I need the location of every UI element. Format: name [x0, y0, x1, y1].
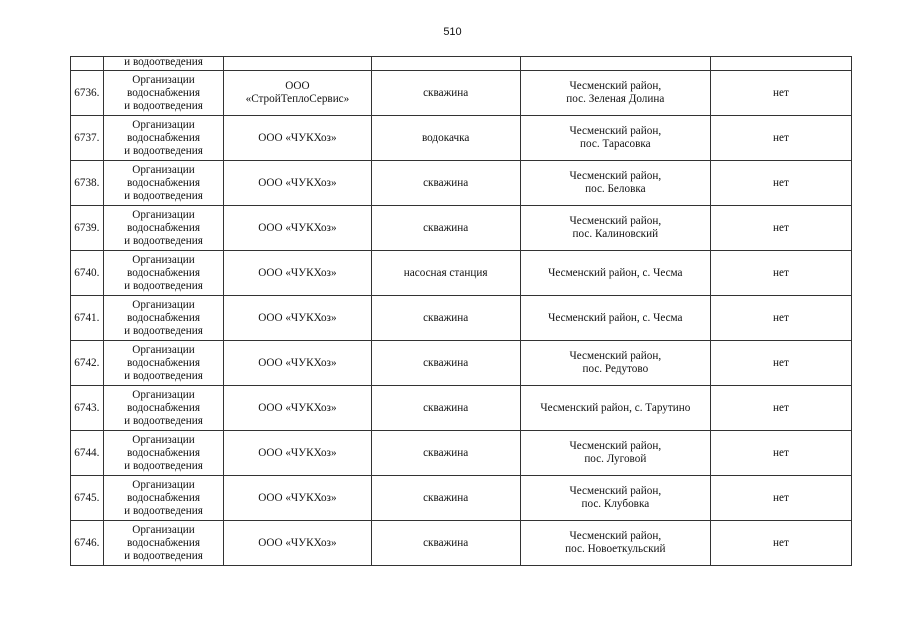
cell-organization: [224, 206, 371, 251]
cell-line: и водоотведения: [124, 324, 203, 337]
cell-address: [520, 431, 710, 476]
table-row: [71, 386, 852, 431]
cell-organization: [224, 71, 371, 116]
cell-object: скважина: [371, 71, 520, 116]
cell-line: водоснабжения: [126, 311, 201, 324]
cell-object: скважина: [371, 386, 520, 431]
cell-organization: [224, 296, 371, 341]
cell-number: [71, 57, 104, 71]
cell-line: Чесменский район,: [569, 125, 662, 137]
cell-line: Организации: [132, 388, 195, 401]
table-row: [71, 251, 852, 296]
table-row: [71, 161, 852, 206]
cell-number: 6736.: [71, 71, 104, 116]
cell-organization: [224, 116, 371, 161]
cell-line: и водоотведения: [124, 459, 203, 472]
cell-object: скважина: [371, 341, 520, 386]
cell-flag: нет: [710, 296, 851, 341]
table-row: [71, 296, 852, 341]
cell-organization: [224, 386, 371, 431]
cell-line: и водоотведения: [124, 189, 203, 202]
cell-address: [520, 521, 710, 566]
cell-line: Чесменский район,: [569, 350, 662, 362]
cell-line: и водоотведения: [124, 414, 203, 427]
table-row: [71, 116, 852, 161]
table-row: [71, 476, 852, 521]
cell-organization: [224, 431, 371, 476]
cell-flag: [710, 57, 851, 71]
cell-line: ООО «ЧУКХоз»: [258, 266, 337, 279]
cell-line: Организации: [132, 433, 195, 446]
cell-object: скважина: [371, 476, 520, 521]
cell-flag: нет: [710, 71, 851, 116]
cell-line: ООО «ЧУКХоз»: [258, 176, 337, 189]
cell-org-type: [103, 206, 224, 251]
cell-number: 6744.: [71, 431, 104, 476]
cell-line: ООО «ЧУКХоз»: [258, 446, 337, 459]
cell-line: Чесменский район,: [569, 170, 662, 182]
cell-org-type: [103, 71, 224, 116]
table-row: [71, 71, 852, 116]
cell-line: Чесменский район, с. Тарутино: [540, 401, 691, 414]
cell-org-type: [103, 296, 224, 341]
cell-org-type: и водоотведения: [103, 57, 224, 71]
cell-flag: нет: [710, 116, 851, 161]
cell-flag: нет: [710, 386, 851, 431]
cell-line: пос. Зеленая Долина: [566, 93, 665, 105]
cell-line: Чесменский район,: [569, 485, 662, 497]
cell-address: [520, 296, 710, 341]
continuation-row: [71, 57, 852, 71]
cell-address: [520, 251, 710, 296]
cell-flag: нет: [710, 251, 851, 296]
cell-line: ООО «ЧУКХоз»: [258, 536, 337, 549]
cell-number: 6743.: [71, 386, 104, 431]
cell-flag: нет: [710, 521, 851, 566]
table-row: [71, 206, 852, 251]
table-row: [71, 431, 852, 476]
cell-object: скважина: [371, 206, 520, 251]
cell-org-type: [103, 431, 224, 476]
cell-object: скважина: [371, 161, 520, 206]
cell-line: Чесменский район,: [569, 440, 662, 452]
cell-line: водоснабжения: [126, 446, 201, 459]
cell-object: водокачка: [371, 116, 520, 161]
cell-address: [520, 161, 710, 206]
registry-table: [70, 56, 852, 566]
cell-address: [520, 476, 710, 521]
cell-organization: [224, 251, 371, 296]
cell-line: ООО «ЧУКХоз»: [258, 401, 337, 414]
cell-object: скважина: [371, 296, 520, 341]
cell-organization: [224, 57, 371, 71]
cell-number: 6745.: [71, 476, 104, 521]
cell-line: водоснабжения: [126, 536, 201, 549]
cell-organization: [224, 476, 371, 521]
cell-number: 6738.: [71, 161, 104, 206]
cell-line: ООО «ЧУКХоз»: [258, 491, 337, 504]
cell-address: [520, 386, 710, 431]
cell-org-type: [103, 251, 224, 296]
cell-number: 6741.: [71, 296, 104, 341]
cell-number: 6742.: [71, 341, 104, 386]
cell-number: 6740.: [71, 251, 104, 296]
cell-line: водоснабжения: [126, 221, 201, 234]
cell-line: пос. Беловка: [585, 183, 646, 195]
cell-address: [520, 206, 710, 251]
cell-line: и водоотведения: [124, 549, 203, 562]
cell-org-type: [103, 116, 224, 161]
cell-line: Организации: [132, 118, 195, 131]
cell-address: [520, 341, 710, 386]
cell-line: Организации: [132, 343, 195, 356]
cell-line: и водоотведения: [124, 504, 203, 517]
cell-line: пос. Клубовка: [581, 498, 650, 510]
cell-line: Чесменский район,: [569, 530, 662, 542]
cell-flag: нет: [710, 476, 851, 521]
cell-line: водоснабжения: [126, 266, 201, 279]
cell-line: Чесменский район,: [569, 80, 662, 92]
cell-line: пос. Калиновский: [572, 228, 659, 240]
cell-line: и водоотведения: [124, 369, 203, 382]
cell-organization: [224, 341, 371, 386]
cell-line: Организации: [132, 163, 195, 176]
cell-flag: нет: [710, 431, 851, 476]
cell-number: 6739.: [71, 206, 104, 251]
table-row: [71, 341, 852, 386]
cell-address: [520, 116, 710, 161]
cell-object: скважина: [371, 431, 520, 476]
cell-flag: нет: [710, 341, 851, 386]
cell-line: и водоотведения: [124, 99, 203, 112]
cell-line: водоснабжения: [126, 86, 201, 99]
cell-line: Организации: [132, 208, 195, 221]
cell-line: Чесменский район, с. Чесма: [548, 311, 683, 324]
cell-organization: [224, 521, 371, 566]
cell-org-type: [103, 521, 224, 566]
cell-line: водоснабжения: [126, 491, 201, 504]
cell-line: Чесменский район,: [569, 215, 662, 227]
cell-org-type: [103, 341, 224, 386]
cell-org-type: [103, 386, 224, 431]
cell-line: Организации: [132, 298, 195, 311]
cell-line: водоснабжения: [126, 176, 201, 189]
cell-line: Организации: [132, 478, 195, 491]
cell-object: скважина: [371, 521, 520, 566]
page-number: 510: [443, 26, 462, 38]
cell-line: водоснабжения: [126, 131, 201, 144]
cell-line: Организации: [132, 253, 195, 266]
cell-address: [520, 57, 710, 71]
cell-line: «СтройТеплоСервис»: [245, 93, 350, 105]
cell-line: и водоотведения: [124, 279, 203, 292]
cell-object: насосная станция: [371, 251, 520, 296]
cell-object: [371, 57, 520, 71]
cell-org-type: [103, 161, 224, 206]
cell-line: водоснабжения: [126, 401, 201, 414]
cell-org-type: [103, 476, 224, 521]
cell-line: ООО «ЧУКХоз»: [258, 356, 337, 369]
cell-line: пос. Редутово: [582, 363, 649, 375]
cell-line: и водоотведения: [124, 234, 203, 247]
cell-line: и водоотведения: [124, 144, 203, 157]
cell-number: 6737.: [71, 116, 104, 161]
cell-line: Организации: [132, 523, 195, 536]
cell-line: Чесменский район, с. Чесма: [548, 266, 683, 279]
cell-line: ООО «ЧУКХоз»: [258, 221, 337, 234]
cell-flag: нет: [710, 206, 851, 251]
cell-flag: нет: [710, 161, 851, 206]
cell-number: 6746.: [71, 521, 104, 566]
cell-line: пос. Новоеткульский: [565, 543, 666, 555]
cell-line: пос. Луговой: [584, 453, 647, 465]
cell-line: водоснабжения: [126, 356, 201, 369]
cell-line: пос. Тарасовка: [580, 138, 651, 150]
cell-address: [520, 71, 710, 116]
cell-organization: [224, 161, 371, 206]
registry-body: [71, 57, 852, 566]
cell-line: ООО «ЧУКХоз»: [258, 311, 337, 324]
table-row: [71, 521, 852, 566]
cell-line: ООО «ЧУКХоз»: [258, 131, 337, 144]
cell-line: Организации: [132, 73, 195, 86]
cell-line: ООО: [285, 80, 310, 92]
